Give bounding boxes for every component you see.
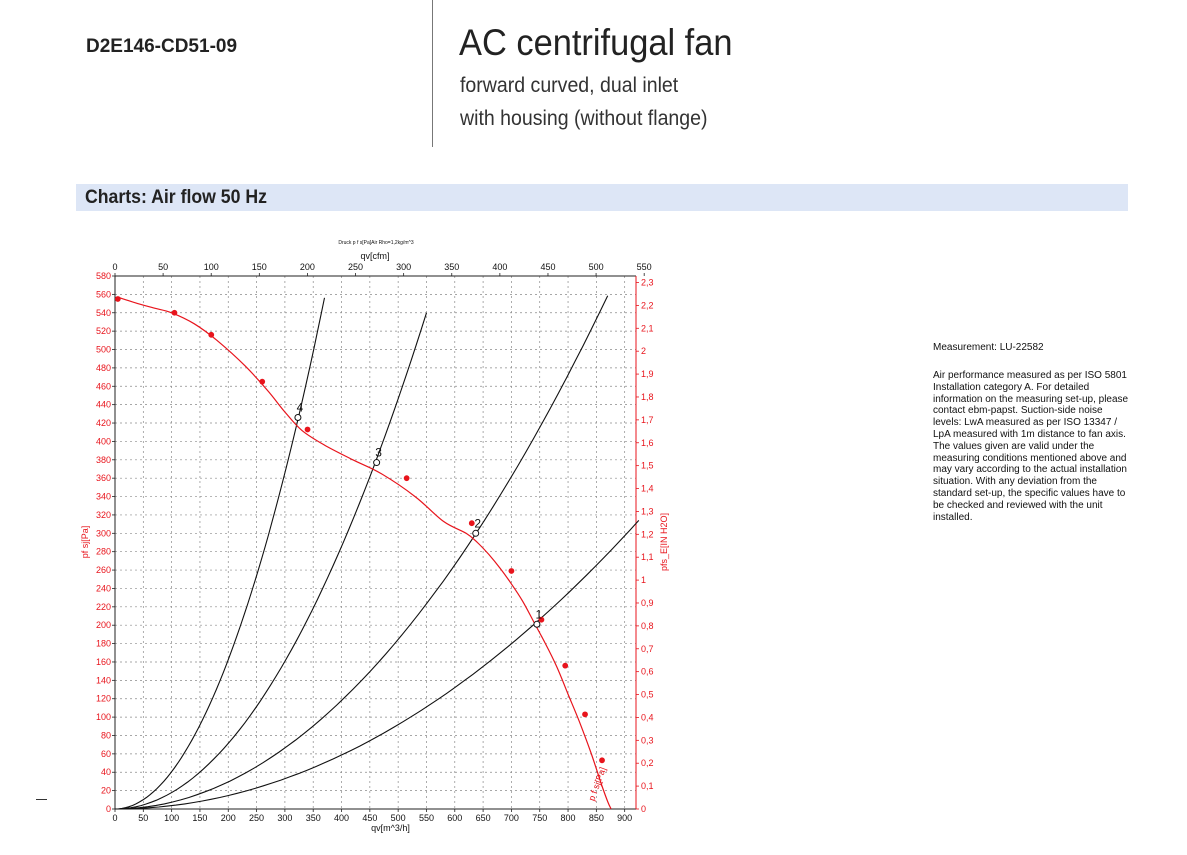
y-axis-label: pf sj[Pa] — [80, 525, 90, 559]
system-curve-3 — [115, 313, 427, 809]
x2-tick-label: 150 — [251, 262, 267, 272]
product-subtitle-2: with housing (without flange) — [460, 107, 708, 130]
operating-point-2 — [473, 530, 479, 536]
x-axis-label: qv[m^3/h] — [371, 823, 410, 833]
y-tick-label: 160 — [95, 656, 111, 667]
y-tick-label: 100 — [95, 712, 111, 723]
x-tick-label: 700 — [503, 813, 519, 823]
y2-tick-label: 1,4 — [641, 483, 654, 494]
y-tick-label: 480 — [95, 362, 111, 373]
y-tick-label: 320 — [95, 509, 111, 520]
x2-tick-label: 0 — [112, 262, 118, 272]
x2-axis-label: qv[cfm] — [360, 251, 390, 261]
y-tick-label: 180 — [95, 638, 111, 649]
y-tick-label: 260 — [95, 565, 111, 576]
product-title: AC centrifugal fan — [459, 22, 733, 63]
y2-tick-label: 2,2 — [641, 300, 654, 311]
fan-curve-point — [563, 663, 568, 668]
y-tick-label: 200 — [95, 620, 111, 631]
y-tick-label: 420 — [95, 418, 111, 429]
operating-point-label: 2 — [474, 516, 482, 531]
y-tick-label: 580 — [95, 271, 111, 281]
y2-tick-label: 0,5 — [641, 689, 654, 700]
chart-curves — [115, 296, 639, 809]
fan-curve-point — [404, 476, 409, 481]
y2-tick-label: 1,7 — [641, 414, 654, 425]
chart-frame — [112, 273, 647, 814]
y2-axis-label: pfs_E[IN H2O] — [659, 512, 669, 572]
x-tick-label: 650 — [475, 813, 491, 823]
y2-tick-label: 0,6 — [641, 666, 654, 677]
x2-tick-label: 300 — [396, 262, 412, 272]
x-tick-label: 250 — [249, 813, 265, 823]
y-tick-label: 140 — [95, 675, 111, 686]
y-tick-label: 360 — [95, 473, 111, 484]
y2-tick-label: 0,1 — [641, 781, 654, 792]
x2-tick-label: 400 — [492, 262, 508, 272]
x-tick-label: 300 — [277, 813, 293, 823]
y2-tick-label: 2,3 — [641, 277, 654, 288]
fan-curve-point — [600, 758, 605, 763]
x2-tick-label: 250 — [348, 262, 364, 272]
y2-tick-label: 0,3 — [641, 735, 654, 746]
y-tick-label: 540 — [95, 307, 111, 318]
y-tick-label: 280 — [95, 546, 111, 557]
y-tick-label: 220 — [95, 601, 111, 612]
y2-tick-label: 1,3 — [641, 506, 654, 517]
operating-point-label: 3 — [375, 445, 382, 460]
y2-tick-label: 2,1 — [641, 323, 654, 334]
x2-tick-label: 100 — [203, 262, 219, 272]
x2-tick-label: 200 — [299, 262, 315, 272]
y-tick-label: 340 — [95, 491, 111, 502]
y-tick-label: 60 — [100, 748, 111, 759]
x-tick-label: 200 — [220, 813, 236, 823]
x2-tick-label: 350 — [444, 262, 460, 272]
x-tick-label: 550 — [418, 813, 434, 823]
operating-point-3 — [374, 460, 380, 466]
fan-curve — [118, 297, 611, 809]
x-tick-label: 450 — [362, 813, 378, 823]
y2-tick-label: 0 — [641, 804, 647, 814]
x-tick-label: 350 — [305, 813, 321, 823]
x2-tick-label: 500 — [588, 262, 604, 272]
y-tick-label: 20 — [100, 785, 111, 796]
fan-curve-point — [583, 712, 588, 717]
model-number: D2E146-CD51-09 — [86, 36, 238, 57]
chart-grid — [115, 276, 636, 809]
fan-curve-point — [209, 332, 214, 337]
measurement-note: Air performance measured as per ISO 5801 Installation category A. For detailed information on the measuring set-up, please contact ebm-papst. Suction-side noise levels: LwA measured as per ISO 13347 / LpA measured with 1m distance to fan axis. The values given are valid under the measuring conditions mentioned above and may vary according to the actual installation situation. With any deviation from the standard set-up, the specific values have to be checked and reviewed with the unit installed. — [933, 370, 1129, 523]
y-tick-label: 0 — [105, 804, 111, 814]
fan-curve-point — [509, 569, 514, 574]
x-tick-label: 800 — [560, 813, 576, 823]
x2-tick-label: 50 — [158, 262, 169, 272]
x-tick-label: 0 — [112, 813, 118, 823]
fan-curve-point — [172, 310, 177, 315]
y-tick-label: 240 — [95, 583, 111, 594]
product-subtitle-1: forward curved, dual inlet — [460, 74, 679, 97]
y-tick-label: 440 — [95, 399, 111, 410]
fan-curve-point — [305, 427, 310, 432]
y-tick-label: 460 — [95, 381, 111, 392]
y2-tick-label: 0,9 — [641, 597, 654, 608]
x-tick-label: 100 — [164, 813, 180, 823]
y2-tick-label: 0,4 — [641, 712, 654, 723]
y2-tick-label: 0,8 — [641, 620, 654, 631]
system-curve-2 — [115, 296, 608, 809]
x-tick-label: 400 — [334, 813, 350, 823]
chart-labels — [80, 240, 669, 833]
y2-tick-label: 1,2 — [641, 529, 654, 540]
page-mark — [36, 799, 47, 800]
section-title: Charts: Air flow 50 Hz — [85, 187, 267, 208]
y2-tick-label: 1,9 — [641, 369, 654, 380]
x-tick-label: 750 — [532, 813, 548, 823]
y-tick-label: 380 — [95, 454, 111, 465]
operating-point-4 — [295, 415, 301, 421]
y-tick-label: 80 — [100, 730, 111, 741]
x-tick-label: 50 — [138, 813, 149, 823]
y2-tick-label: 1,6 — [641, 437, 654, 448]
operating-point-1 — [534, 621, 540, 627]
y2-tick-label: 0,7 — [641, 643, 654, 654]
y-tick-label: 560 — [95, 289, 111, 300]
operating-point-label: 4 — [296, 400, 304, 415]
y-tick-label: 520 — [95, 326, 111, 337]
chart-caption: Druck p f s[Pa]Air Rho=1,2kg/m^3 — [338, 240, 414, 246]
x-tick-label: 150 — [192, 813, 208, 823]
x2-tick-label: 550 — [636, 262, 652, 272]
y2-tick-label: 0,2 — [641, 758, 654, 769]
fan-curve-point — [115, 297, 120, 302]
x-tick-label: 850 — [588, 813, 604, 823]
x-tick-label: 900 — [617, 813, 633, 823]
x2-tick-label: 450 — [540, 262, 556, 272]
y-tick-label: 40 — [100, 767, 111, 778]
y-tick-label: 500 — [95, 344, 111, 355]
y2-tick-label: 1 — [641, 575, 647, 586]
y2-tick-label: 1,8 — [641, 391, 654, 402]
x-tick-label: 500 — [390, 813, 406, 823]
measurement-id: Measurement: LU-22582 — [933, 342, 1044, 353]
fan-curve-point — [260, 379, 265, 384]
x-tick-label: 600 — [447, 813, 463, 823]
y2-tick-label: 2 — [641, 346, 647, 357]
y-tick-label: 300 — [95, 528, 111, 539]
y2-tick-label: 1,5 — [641, 460, 654, 471]
operating-point-label: 1 — [535, 607, 543, 622]
y-tick-label: 400 — [95, 436, 111, 447]
y2-tick-label: 1,1 — [641, 552, 654, 563]
fan-curve-label: p f sj[Pa] — [586, 765, 608, 803]
y-tick-label: 120 — [95, 693, 111, 704]
system-curve-4 — [115, 298, 325, 809]
